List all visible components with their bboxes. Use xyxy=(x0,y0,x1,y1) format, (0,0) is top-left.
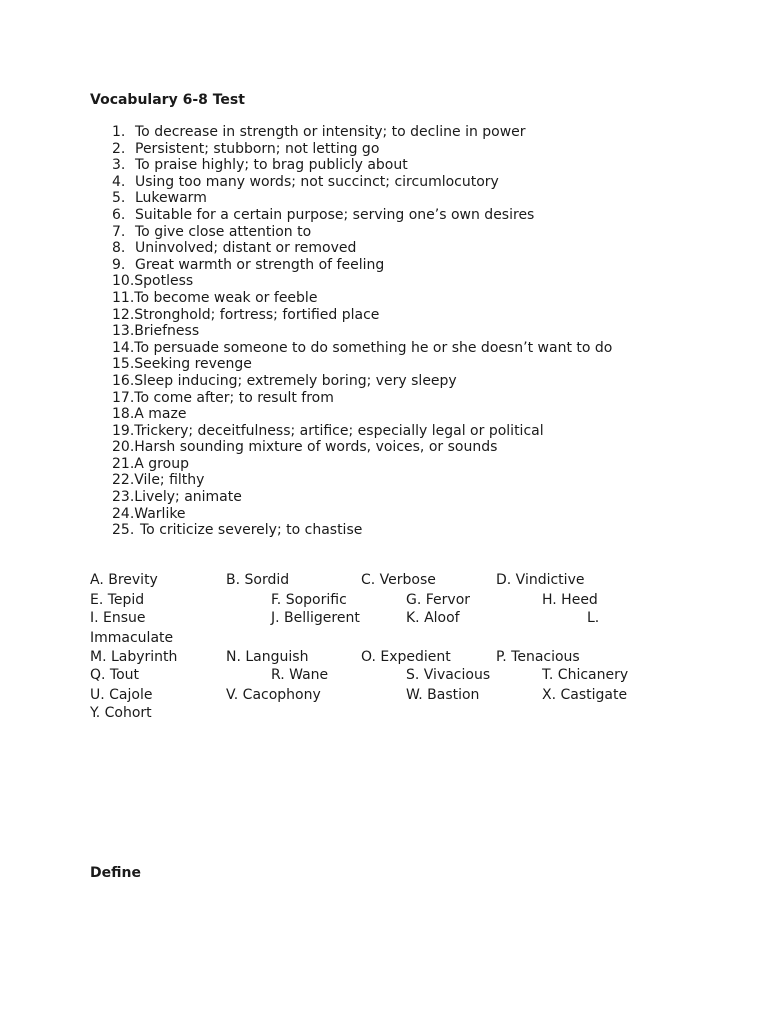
definition-number: 24. xyxy=(112,505,135,522)
definition-item xyxy=(112,207,612,224)
definition-number: 1. xyxy=(112,124,126,140)
definition-text: Uninvolved; distant or removed xyxy=(135,240,357,257)
definition-number: 19. xyxy=(112,422,135,439)
definition-text: Stronghold; fortress; fortified place xyxy=(134,306,380,323)
definition-number: 12. xyxy=(112,306,135,323)
definition-item xyxy=(112,506,612,523)
definition-number: 15. xyxy=(112,356,135,373)
definition-number: 18. xyxy=(112,406,135,423)
word-bank-entry: T. Chicanery xyxy=(542,667,629,683)
definition-number: 17. xyxy=(112,389,135,406)
word-bank-entry: U. Cajole xyxy=(90,687,153,703)
document-title: Vocabulary 6-8 Test xyxy=(90,92,245,108)
word-bank-entry: Immaculate xyxy=(90,630,174,646)
definition-number: 14. xyxy=(112,339,135,356)
definition-item xyxy=(112,157,612,174)
definition-number: 10. xyxy=(112,273,135,290)
definition-text: A maze xyxy=(134,406,187,423)
definition-text: Spotless xyxy=(134,273,194,290)
definition-text: Persistent; stubborn; not letting go xyxy=(135,140,380,157)
word-bank-entry: R. Wane xyxy=(271,667,329,683)
definition-text: Briefness xyxy=(134,323,200,340)
definition-text: Vile; filthy xyxy=(134,472,205,489)
word-bank-entry: C. Verbose xyxy=(361,572,436,588)
word-bank-entry: J. Belligerent xyxy=(271,610,360,626)
definition-text: Using too many words; not succinct; circumlocutory xyxy=(135,173,499,190)
word-bank-entry: I. Ensue xyxy=(90,610,146,626)
word-bank-entry: P. Tenacious xyxy=(496,649,580,665)
definition-item xyxy=(112,124,612,141)
definition-text: To decrease in strength or intensity; to decline in power xyxy=(135,124,526,140)
definition-text: To become weak or feeble xyxy=(134,289,318,306)
definition-item xyxy=(112,489,612,506)
definition-text: To persuade someone to do something he or she doesn’t want to do xyxy=(134,339,613,356)
definition-text: Suitable for a certain purpose; serving one’s own desires xyxy=(135,206,535,223)
word-bank-entry: S. Vivacious xyxy=(406,667,491,683)
definition-item xyxy=(112,390,612,407)
definition-number: 11. xyxy=(112,289,135,306)
definition-item xyxy=(112,522,612,539)
word-bank-entry: M. Labyrinth xyxy=(90,649,178,665)
definition-number: 8. xyxy=(112,240,126,257)
definition-item xyxy=(112,190,612,207)
word-bank-entry: G. Fervor xyxy=(406,592,471,608)
definition-item xyxy=(112,290,612,307)
word-bank-entry: Q. Tout xyxy=(90,667,140,683)
definition-number: 7. xyxy=(112,223,126,240)
definition-item xyxy=(112,439,612,456)
word-bank-entry: B. Sordid xyxy=(226,572,290,588)
definition-item xyxy=(112,340,612,357)
definition-number: 2. xyxy=(112,140,126,157)
word-bank-entry: H. Heed xyxy=(542,592,598,608)
definition-number: 16. xyxy=(112,372,135,389)
definition-text: Seeking revenge xyxy=(134,356,252,373)
word-bank-entry-letter: L. xyxy=(587,610,600,626)
definition-number: 20. xyxy=(112,439,135,456)
definition-text: To come after; to result from xyxy=(134,389,334,406)
definition-item xyxy=(112,472,612,489)
definition-text: To praise highly; to brag publicly about xyxy=(135,157,408,174)
definition-text: Sleep inducing; extremely boring; very sleepy xyxy=(134,372,457,389)
definition-text: Trickery; deceitfulness; artifice; especially legal or political xyxy=(134,422,544,439)
definition-number: 23. xyxy=(112,489,135,506)
word-bank-entry: X. Castigate xyxy=(542,687,628,703)
word-bank-entry: E. Tepid xyxy=(90,592,145,608)
definition-text: A group xyxy=(134,455,189,472)
definition-number: 9. xyxy=(112,256,126,273)
definition-text: Lukewarm xyxy=(135,190,207,207)
definition-item xyxy=(112,356,612,373)
definition-text: Lively; animate xyxy=(134,489,242,506)
define-heading: Define xyxy=(90,865,141,881)
definition-item xyxy=(112,141,612,158)
word-bank-entry: W. Bastion xyxy=(406,687,480,703)
definition-number: 25. xyxy=(112,522,135,539)
word-bank-entry: O. Expedient xyxy=(361,649,451,665)
definition-number: 22. xyxy=(112,472,135,489)
word-bank-entry: K. Aloof xyxy=(406,610,460,626)
definition-item xyxy=(112,257,612,274)
definition-number: 4. xyxy=(112,173,126,190)
definition-text: Harsh sounding mixture of words, voices, or sounds xyxy=(134,439,498,456)
definition-item xyxy=(112,406,612,423)
word-bank-entry: A. Brevity xyxy=(90,572,158,588)
definitions-list xyxy=(112,124,612,539)
definition-item xyxy=(112,423,612,440)
word-bank-entry: D. Vindictive xyxy=(496,572,585,588)
definition-number: 21. xyxy=(112,455,135,472)
word-bank-entry: F. Soporific xyxy=(271,592,347,608)
definition-item xyxy=(112,174,612,191)
definition-text: Great warmth or strength of feeling xyxy=(135,256,385,273)
definition-item xyxy=(112,240,612,257)
definition-item xyxy=(112,456,612,473)
word-bank-entry: V. Cacophony xyxy=(226,687,321,703)
definition-number: 13. xyxy=(112,323,135,340)
word-bank-entry: N. Languish xyxy=(226,649,309,665)
definition-text: Warlike xyxy=(134,505,186,522)
definition-item xyxy=(112,323,612,340)
definition-number: 6. xyxy=(112,206,126,223)
definition-text: To criticize severely; to chastise xyxy=(140,522,363,539)
definition-number: 3. xyxy=(112,157,126,174)
definition-item xyxy=(112,273,612,290)
definition-text: To give close attention to xyxy=(135,223,312,240)
word-bank-entry: Y. Cohort xyxy=(90,705,152,721)
definition-item xyxy=(112,307,612,324)
definition-item xyxy=(112,224,612,241)
definition-number: 5. xyxy=(112,190,126,207)
definition-item xyxy=(112,373,612,390)
